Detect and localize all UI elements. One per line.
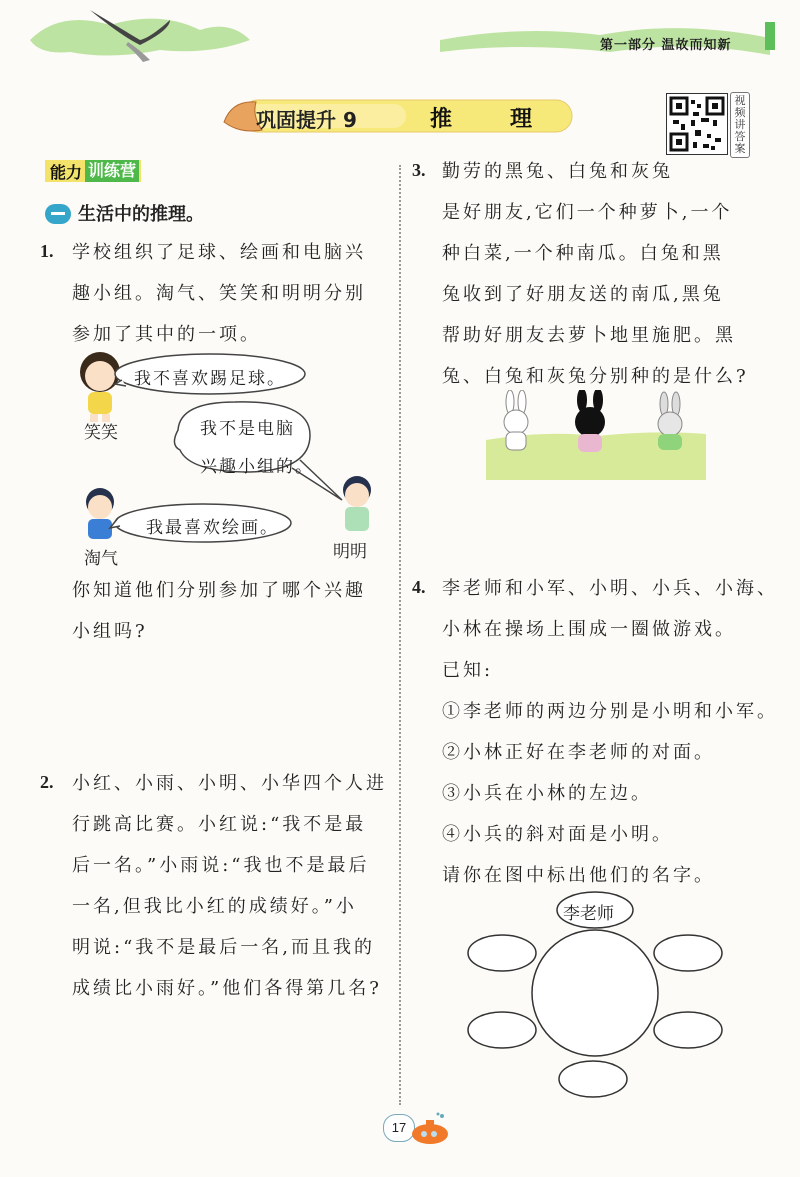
answer-slot (654, 935, 722, 971)
q3-text (442, 151, 749, 397)
answer-slot (468, 935, 536, 971)
q4-line: 已知: (442, 660, 494, 681)
grey-rabbit-icon (658, 392, 682, 450)
name-taoqi: 淘气 (84, 549, 118, 569)
q2-line: 小红、小雨、小明、小华四个人进 (72, 773, 387, 794)
q1-number: 1. (40, 241, 54, 261)
q1-question-line: 小组吗? (72, 621, 148, 642)
q3-line: 种白菜,一个种南瓜。白兔和黑 (442, 243, 724, 264)
section-title: 生活中的推理。 (78, 204, 204, 225)
q4-text (442, 568, 778, 896)
girl-xiaoxiao-icon (80, 352, 120, 422)
q4-line: 小林在操场上围成一圈做游戏。 (442, 619, 736, 640)
q4-line: 请你在图中标出他们的名字。 (442, 865, 715, 886)
bubble-text-xiaoxiao: 我不喜欢踢足球。 (134, 369, 286, 389)
name-mingming: 明明 (333, 542, 367, 562)
q3-line: 兔、白兔和灰兔分别种的是什么? (442, 366, 749, 387)
q4-line: ②小林正好在李老师的对面。 (442, 742, 715, 763)
rabbits-illustration (486, 390, 706, 480)
q1-line: 趣小组。淘气、笑笑和明明分别 (72, 283, 366, 304)
bubble-text-mingming-2: 兴趣小组的。 (200, 457, 314, 477)
q2-text (72, 763, 387, 1009)
q3-line: 帮助好朋友去萝卜地里施肥。黑 (442, 325, 736, 346)
answer-slot (468, 1012, 536, 1048)
q3-line: 兔收到了好朋友送的南瓜,黑兔 (442, 284, 724, 305)
name-xiaoxiao: 笑笑 (84, 423, 118, 443)
bubble-text-taoqi: 我最喜欢绘画。 (146, 518, 279, 538)
q2-line: 后一名。”小雨说:“我也不是最后 (72, 855, 370, 876)
page-number: 17 (383, 1114, 415, 1142)
q3-line: 勤劳的黑兔、白兔和灰兔 (442, 161, 673, 182)
q1-text (72, 232, 366, 355)
q1-question-line: 你知道他们分别参加了哪个兴趣 (72, 580, 366, 601)
boy-taoqi-icon (86, 488, 114, 539)
q4-line: ③小兵在小林的左边。 (442, 783, 652, 804)
q2-line: 一名,但我比小红的成绩好。”小 (72, 896, 357, 917)
answer-slot (559, 1061, 627, 1097)
q4-line: 李老师和小军、小明、小兵、小海、 (442, 578, 778, 599)
ability-camp-tag (45, 160, 141, 182)
q3-line: 是好朋友,它们一个种萝卜,一个 (442, 202, 733, 223)
camp-label-2: 训练营 (85, 160, 139, 182)
bubble-text-mingming-1: 我不是电脑 (200, 419, 295, 439)
q2-line: 成绩比小雨好。”他们各得第几名? (72, 978, 382, 999)
qr-code-icon[interactable] (666, 93, 728, 155)
q4-line: ④小兵的斜对面是小明。 (442, 824, 673, 845)
boy-mingming-icon (343, 476, 371, 531)
camp-label-1: 能力 (50, 162, 83, 182)
q1-question (72, 570, 366, 652)
answer-slot (654, 1012, 722, 1048)
teacher-label: 李老师 (563, 904, 614, 924)
black-rabbit-icon (575, 390, 605, 452)
page-title: 巩固提升 9 (256, 108, 357, 132)
q1-line: 学校组织了足球、绘画和电脑兴 (72, 242, 366, 263)
center-circle (532, 930, 658, 1056)
qr-label: 视频讲答案 (730, 92, 750, 158)
q4-line: ①李老师的两边分别是小明和小军。 (442, 701, 778, 722)
q3-number: 3. (412, 160, 426, 180)
q2-number: 2. (40, 772, 54, 792)
page-topic: 推理 (430, 107, 591, 132)
q2-line: 行跳高比赛。小红说:“我不是最 (72, 814, 367, 835)
section-badge-icon (45, 204, 71, 224)
submarine-icon (408, 1112, 452, 1148)
q2-line: 明说:“我不是最后一名,而且我的 (72, 937, 375, 958)
column-divider (399, 165, 401, 1105)
section-tag: 第一部分 温故而知新 (600, 38, 732, 53)
q1-line: 参加了其中的一项。 (72, 324, 261, 345)
q4-number: 4. (412, 577, 426, 597)
white-rabbit-icon (504, 390, 528, 450)
